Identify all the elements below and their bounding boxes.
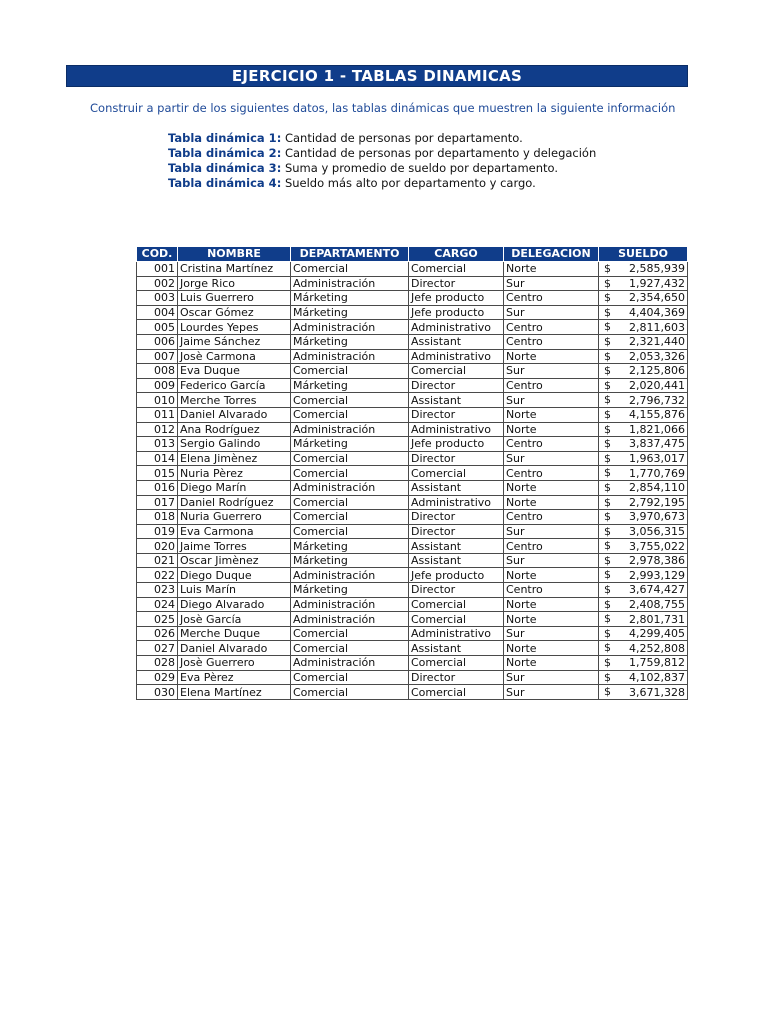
salary-value: 4,155,876 (629, 408, 685, 422)
currency-symbol: $ (604, 539, 611, 553)
salary-value: 4,102,837 (629, 670, 685, 684)
cell-nombre: Josè Guerrero (178, 656, 291, 671)
cell-cargo: Administrativo (409, 422, 504, 437)
cell-cargo: Comercial (409, 656, 504, 671)
cell-departamento: Márketing (291, 583, 409, 598)
cell-nombre: Jorge Rico (178, 276, 291, 291)
task-1 (168, 131, 596, 146)
cell-sueldo (599, 393, 688, 408)
table-row (137, 349, 688, 364)
header-sueldo: SUELDO (599, 247, 688, 262)
salary-value: 2,801,731 (629, 612, 685, 626)
salary-value: 4,299,405 (629, 627, 685, 641)
cell-cod: 020 (137, 539, 178, 554)
cell-delegacion: Sur (504, 524, 599, 539)
cell-sueldo (599, 568, 688, 583)
table-row (137, 641, 688, 656)
table-row (137, 612, 688, 627)
page-title: EJERCICIO 1 - TABLAS DINAMICAS (66, 65, 688, 87)
header-delegacion: DELEGACION (504, 247, 599, 262)
cell-departamento: Márketing (291, 291, 409, 306)
cell-sueldo (599, 466, 688, 481)
cell-sueldo (599, 422, 688, 437)
salary-value: 1,821,066 (629, 422, 685, 436)
cell-sueldo (599, 305, 688, 320)
cell-cod: 011 (137, 407, 178, 422)
cell-sueldo (599, 583, 688, 598)
task-label: Tabla dinámica 2: (168, 146, 282, 160)
cell-sueldo (599, 480, 688, 495)
cell-cod: 014 (137, 451, 178, 466)
employee-table (136, 246, 688, 700)
salary-value: 3,755,022 (629, 539, 685, 553)
task-text: Sueldo más alto por departamento y cargo. (284, 176, 536, 190)
cell-departamento: Comercial (291, 641, 409, 656)
table-header-row (137, 247, 688, 262)
cell-delegacion: Sur (504, 553, 599, 568)
cell-nombre: Nuria Pèrez (178, 466, 291, 481)
table-row (137, 553, 688, 568)
cell-delegacion: Norte (504, 495, 599, 510)
cell-cod: 009 (137, 378, 178, 393)
cell-delegacion: Norte (504, 656, 599, 671)
cell-nombre: Federico García (178, 378, 291, 393)
cell-nombre: Jaime Sánchez (178, 334, 291, 349)
salary-value: 2,854,110 (629, 481, 685, 495)
cell-nombre: Ana Rodríguez (178, 422, 291, 437)
header-departamento: DEPARTAMENTO (291, 247, 409, 262)
cell-delegacion: Centro (504, 334, 599, 349)
table-row (137, 597, 688, 612)
cell-delegacion: Centro (504, 378, 599, 393)
currency-symbol: $ (604, 364, 611, 378)
cell-cargo: Administrativo (409, 349, 504, 364)
cell-departamento: Administración (291, 568, 409, 583)
cell-sueldo (599, 656, 688, 671)
cell-cod: 018 (137, 510, 178, 525)
salary-value: 3,056,315 (629, 524, 685, 538)
cell-departamento: Comercial (291, 393, 409, 408)
cell-sueldo (599, 451, 688, 466)
currency-symbol: $ (604, 495, 611, 509)
cell-nombre: Elena Jimènez (178, 451, 291, 466)
cell-departamento: Comercial (291, 364, 409, 379)
cell-departamento: Márketing (291, 305, 409, 320)
cell-cod: 008 (137, 364, 178, 379)
cell-nombre: Jaime Torres (178, 539, 291, 554)
cell-cod: 016 (137, 480, 178, 495)
cell-cargo: Director (409, 407, 504, 422)
cell-cargo: Jefe producto (409, 437, 504, 452)
cell-delegacion: Centro (504, 510, 599, 525)
cell-departamento: Administración (291, 480, 409, 495)
cell-sueldo (599, 524, 688, 539)
cell-delegacion: Centro (504, 466, 599, 481)
cell-departamento: Comercial (291, 670, 409, 685)
currency-symbol: $ (604, 480, 611, 494)
table-row (137, 334, 688, 349)
salary-value: 2,125,806 (629, 364, 685, 378)
cell-nombre: Daniel Alvarado (178, 407, 291, 422)
task-label: Tabla dinámica 4: (168, 176, 282, 190)
cell-nombre: Eva Duque (178, 364, 291, 379)
cell-delegacion: Norte (504, 262, 599, 277)
cell-cod: 026 (137, 626, 178, 641)
cell-cod: 029 (137, 670, 178, 685)
table-row (137, 539, 688, 554)
cell-delegacion: Centro (504, 291, 599, 306)
table-row (137, 524, 688, 539)
cell-delegacion: Sur (504, 626, 599, 641)
cell-sueldo (599, 407, 688, 422)
salary-value: 2,321,440 (629, 335, 685, 349)
salary-value: 1,759,812 (629, 656, 685, 670)
cell-delegacion: Sur (504, 685, 599, 700)
task-text: Cantidad de personas por departamento y delegación (284, 146, 597, 160)
cell-nombre: Eva Carmona (178, 524, 291, 539)
cell-cod: 004 (137, 305, 178, 320)
table-row (137, 393, 688, 408)
salary-value: 2,585,939 (629, 262, 685, 276)
currency-symbol: $ (604, 553, 611, 567)
table-body (137, 262, 688, 700)
cell-nombre: Elena Martínez (178, 685, 291, 700)
cell-nombre: Daniel Rodríguez (178, 495, 291, 510)
cell-departamento: Comercial (291, 685, 409, 700)
cell-cargo: Director (409, 670, 504, 685)
cell-sueldo (599, 670, 688, 685)
cell-departamento: Administración (291, 320, 409, 335)
salary-value: 2,811,603 (629, 320, 685, 334)
table-row (137, 466, 688, 481)
cell-nombre: Diego Duque (178, 568, 291, 583)
cell-cargo: Comercial (409, 597, 504, 612)
currency-symbol: $ (604, 656, 611, 670)
cell-nombre: Sergio Galindo (178, 437, 291, 452)
cell-sueldo (599, 334, 688, 349)
cell-sueldo (599, 276, 688, 291)
cell-cargo: Director (409, 583, 504, 598)
table-row (137, 437, 688, 452)
table-row (137, 583, 688, 598)
cell-sueldo (599, 378, 688, 393)
cell-nombre: Diego Alvarado (178, 597, 291, 612)
cell-sueldo (599, 320, 688, 335)
salary-value: 4,252,808 (629, 641, 685, 655)
table-row (137, 685, 688, 700)
cell-sueldo (599, 349, 688, 364)
cell-cod: 003 (137, 291, 178, 306)
table-row (137, 276, 688, 291)
cell-cargo: Assistant (409, 334, 504, 349)
instructions-text: Construir a partir de los siguientes datos, las tablas dinámicas que muestren la siguiente información (90, 101, 676, 115)
currency-symbol: $ (604, 276, 611, 290)
currency-symbol: $ (604, 291, 611, 305)
cell-cargo: Comercial (409, 466, 504, 481)
cell-cargo: Assistant (409, 393, 504, 408)
salary-value: 2,053,326 (629, 349, 685, 363)
cell-nombre: Diego Marín (178, 480, 291, 495)
currency-symbol: $ (604, 422, 611, 436)
currency-symbol: $ (604, 334, 611, 348)
task-4 (168, 176, 596, 191)
cell-departamento: Márketing (291, 334, 409, 349)
cell-delegacion: Centro (504, 320, 599, 335)
cell-departamento: Comercial (291, 495, 409, 510)
cell-nombre: Merche Duque (178, 626, 291, 641)
salary-value: 2,993,129 (629, 568, 685, 582)
cell-cargo: Administrativo (409, 320, 504, 335)
cell-cargo: Comercial (409, 685, 504, 700)
currency-symbol: $ (604, 407, 611, 421)
cell-cargo: Director (409, 378, 504, 393)
table-row (137, 320, 688, 335)
cell-sueldo (599, 641, 688, 656)
cell-departamento: Comercial (291, 626, 409, 641)
cell-nombre: Daniel Alvarado (178, 641, 291, 656)
cell-cod: 019 (137, 524, 178, 539)
cell-departamento: Comercial (291, 407, 409, 422)
task-text: Suma y promedio de sueldo por departamento. (284, 161, 559, 175)
cell-delegacion: Centro (504, 437, 599, 452)
cell-cod: 010 (137, 393, 178, 408)
cell-delegacion: Norte (504, 641, 599, 656)
cell-sueldo (599, 597, 688, 612)
cell-cargo: Administrativo (409, 626, 504, 641)
cell-sueldo (599, 553, 688, 568)
table-row (137, 656, 688, 671)
currency-symbol: $ (604, 320, 611, 334)
cell-cargo: Assistant (409, 480, 504, 495)
table-row (137, 291, 688, 306)
cell-delegacion: Sur (504, 451, 599, 466)
cell-cod: 023 (137, 583, 178, 598)
currency-symbol: $ (604, 451, 611, 465)
cell-cod: 021 (137, 553, 178, 568)
cell-nombre: Luis Guerrero (178, 291, 291, 306)
table-row (137, 262, 688, 277)
cell-cargo: Comercial (409, 612, 504, 627)
cell-cargo: Assistant (409, 539, 504, 554)
cell-cod: 001 (137, 262, 178, 277)
cell-sueldo (599, 291, 688, 306)
task-label: Tabla dinámica 3: (168, 161, 282, 175)
table-row (137, 495, 688, 510)
cell-departamento: Comercial (291, 524, 409, 539)
cell-departamento: Administración (291, 656, 409, 671)
cell-nombre: Oscar Jimènez (178, 553, 291, 568)
table-row (137, 510, 688, 525)
cell-departamento: Administración (291, 276, 409, 291)
cell-cod: 017 (137, 495, 178, 510)
cell-cargo: Director (409, 451, 504, 466)
cell-nombre: Eva Pèrez (178, 670, 291, 685)
cell-nombre: Merche Torres (178, 393, 291, 408)
currency-symbol: $ (604, 612, 611, 626)
cell-delegacion: Sur (504, 393, 599, 408)
salary-value: 2,796,732 (629, 393, 685, 407)
cell-departamento: Márketing (291, 437, 409, 452)
cell-delegacion: Sur (504, 670, 599, 685)
currency-symbol: $ (604, 305, 611, 319)
cell-cod: 012 (137, 422, 178, 437)
task-list (168, 131, 596, 191)
cell-cod: 025 (137, 612, 178, 627)
cell-departamento: Administración (291, 612, 409, 627)
cell-delegacion: Sur (504, 276, 599, 291)
currency-symbol: $ (604, 641, 611, 655)
salary-value: 3,671,328 (629, 685, 685, 699)
salary-value: 3,674,427 (629, 583, 685, 597)
cell-cod: 015 (137, 466, 178, 481)
cell-delegacion: Norte (504, 422, 599, 437)
currency-symbol: $ (604, 685, 611, 699)
cell-delegacion: Norte (504, 597, 599, 612)
cell-delegacion: Norte (504, 612, 599, 627)
currency-symbol: $ (604, 626, 611, 640)
cell-nombre: Nuria Guerrero (178, 510, 291, 525)
cell-sueldo (599, 510, 688, 525)
cell-cod: 028 (137, 656, 178, 671)
task-text: Cantidad de personas por departamento. (284, 131, 523, 145)
cell-departamento: Márketing (291, 539, 409, 554)
cell-cod: 022 (137, 568, 178, 583)
salary-value: 4,404,369 (629, 306, 685, 320)
salary-value: 1,770,769 (629, 466, 685, 480)
cell-cod: 005 (137, 320, 178, 335)
cell-sueldo (599, 364, 688, 379)
currency-symbol: $ (604, 524, 611, 538)
cell-cod: 024 (137, 597, 178, 612)
cell-cargo: Director (409, 510, 504, 525)
currency-symbol: $ (604, 583, 611, 597)
table-row (137, 422, 688, 437)
table-row (137, 407, 688, 422)
salary-value: 2,978,386 (629, 554, 685, 568)
currency-symbol: $ (604, 349, 611, 363)
cell-sueldo (599, 626, 688, 641)
cell-nombre: Lourdes Yepes (178, 320, 291, 335)
currency-symbol: $ (604, 437, 611, 451)
cell-departamento: Márketing (291, 378, 409, 393)
cell-cod: 027 (137, 641, 178, 656)
salary-value: 3,970,673 (629, 510, 685, 524)
table-row (137, 364, 688, 379)
cell-cod: 006 (137, 334, 178, 349)
cell-cargo: Jefe producto (409, 568, 504, 583)
cell-delegacion: Centro (504, 539, 599, 554)
cell-delegacion: Sur (504, 364, 599, 379)
salary-value: 2,408,755 (629, 597, 685, 611)
table-row (137, 378, 688, 393)
task-2 (168, 146, 596, 161)
cell-cargo: Director (409, 524, 504, 539)
cell-nombre: Luis Marín (178, 583, 291, 598)
cell-nombre: Josè Carmona (178, 349, 291, 364)
cell-sueldo (599, 437, 688, 452)
table-row (137, 568, 688, 583)
cell-cod: 002 (137, 276, 178, 291)
currency-symbol: $ (604, 466, 611, 480)
cell-cod: 030 (137, 685, 178, 700)
cell-cargo: Administrativo (409, 495, 504, 510)
cell-cargo: Comercial (409, 262, 504, 277)
salary-value: 2,792,195 (629, 495, 685, 509)
salary-value: 1,927,432 (629, 276, 685, 290)
table-row (137, 480, 688, 495)
task-3 (168, 161, 596, 176)
cell-departamento: Administración (291, 422, 409, 437)
cell-departamento: Administración (291, 349, 409, 364)
cell-nombre: Josè García (178, 612, 291, 627)
salary-value: 1,963,017 (629, 452, 685, 466)
currency-symbol: $ (604, 262, 611, 275)
cell-delegacion: Norte (504, 407, 599, 422)
cell-delegacion: Norte (504, 480, 599, 495)
table-row (137, 451, 688, 466)
cell-cargo: Comercial (409, 364, 504, 379)
header-nombre: NOMBRE (178, 247, 291, 262)
currency-symbol: $ (604, 393, 611, 407)
cell-sueldo (599, 262, 688, 277)
cell-delegacion: Centro (504, 583, 599, 598)
cell-departamento: Comercial (291, 262, 409, 277)
cell-departamento: Comercial (291, 451, 409, 466)
header-cod: COD. (137, 247, 178, 262)
salary-value: 3,837,475 (629, 437, 685, 451)
cell-cod: 007 (137, 349, 178, 364)
cell-sueldo (599, 685, 688, 700)
cell-cargo: Jefe producto (409, 291, 504, 306)
cell-cargo: Director (409, 276, 504, 291)
salary-value: 2,020,441 (629, 379, 685, 393)
cell-cargo: Jefe producto (409, 305, 504, 320)
cell-departamento: Márketing (291, 553, 409, 568)
salary-value: 2,354,650 (629, 291, 685, 305)
cell-departamento: Comercial (291, 466, 409, 481)
table-row (137, 305, 688, 320)
currency-symbol: $ (604, 378, 611, 392)
cell-delegacion: Norte (504, 568, 599, 583)
cell-nombre: Oscar Gómez (178, 305, 291, 320)
cell-sueldo (599, 612, 688, 627)
table-row (137, 626, 688, 641)
cell-cargo: Assistant (409, 641, 504, 656)
cell-nombre: Cristina Martínez (178, 262, 291, 277)
cell-sueldo (599, 495, 688, 510)
table-row (137, 670, 688, 685)
cell-departamento: Comercial (291, 510, 409, 525)
cell-cod: 013 (137, 437, 178, 452)
currency-symbol: $ (604, 597, 611, 611)
cell-departamento: Administración (291, 597, 409, 612)
currency-symbol: $ (604, 510, 611, 524)
task-label: Tabla dinámica 1: (168, 131, 282, 145)
currency-symbol: $ (604, 568, 611, 582)
header-cargo: CARGO (409, 247, 504, 262)
currency-symbol: $ (604, 670, 611, 684)
cell-cargo: Assistant (409, 553, 504, 568)
cell-delegacion: Norte (504, 349, 599, 364)
cell-delegacion: Sur (504, 305, 599, 320)
cell-sueldo (599, 539, 688, 554)
